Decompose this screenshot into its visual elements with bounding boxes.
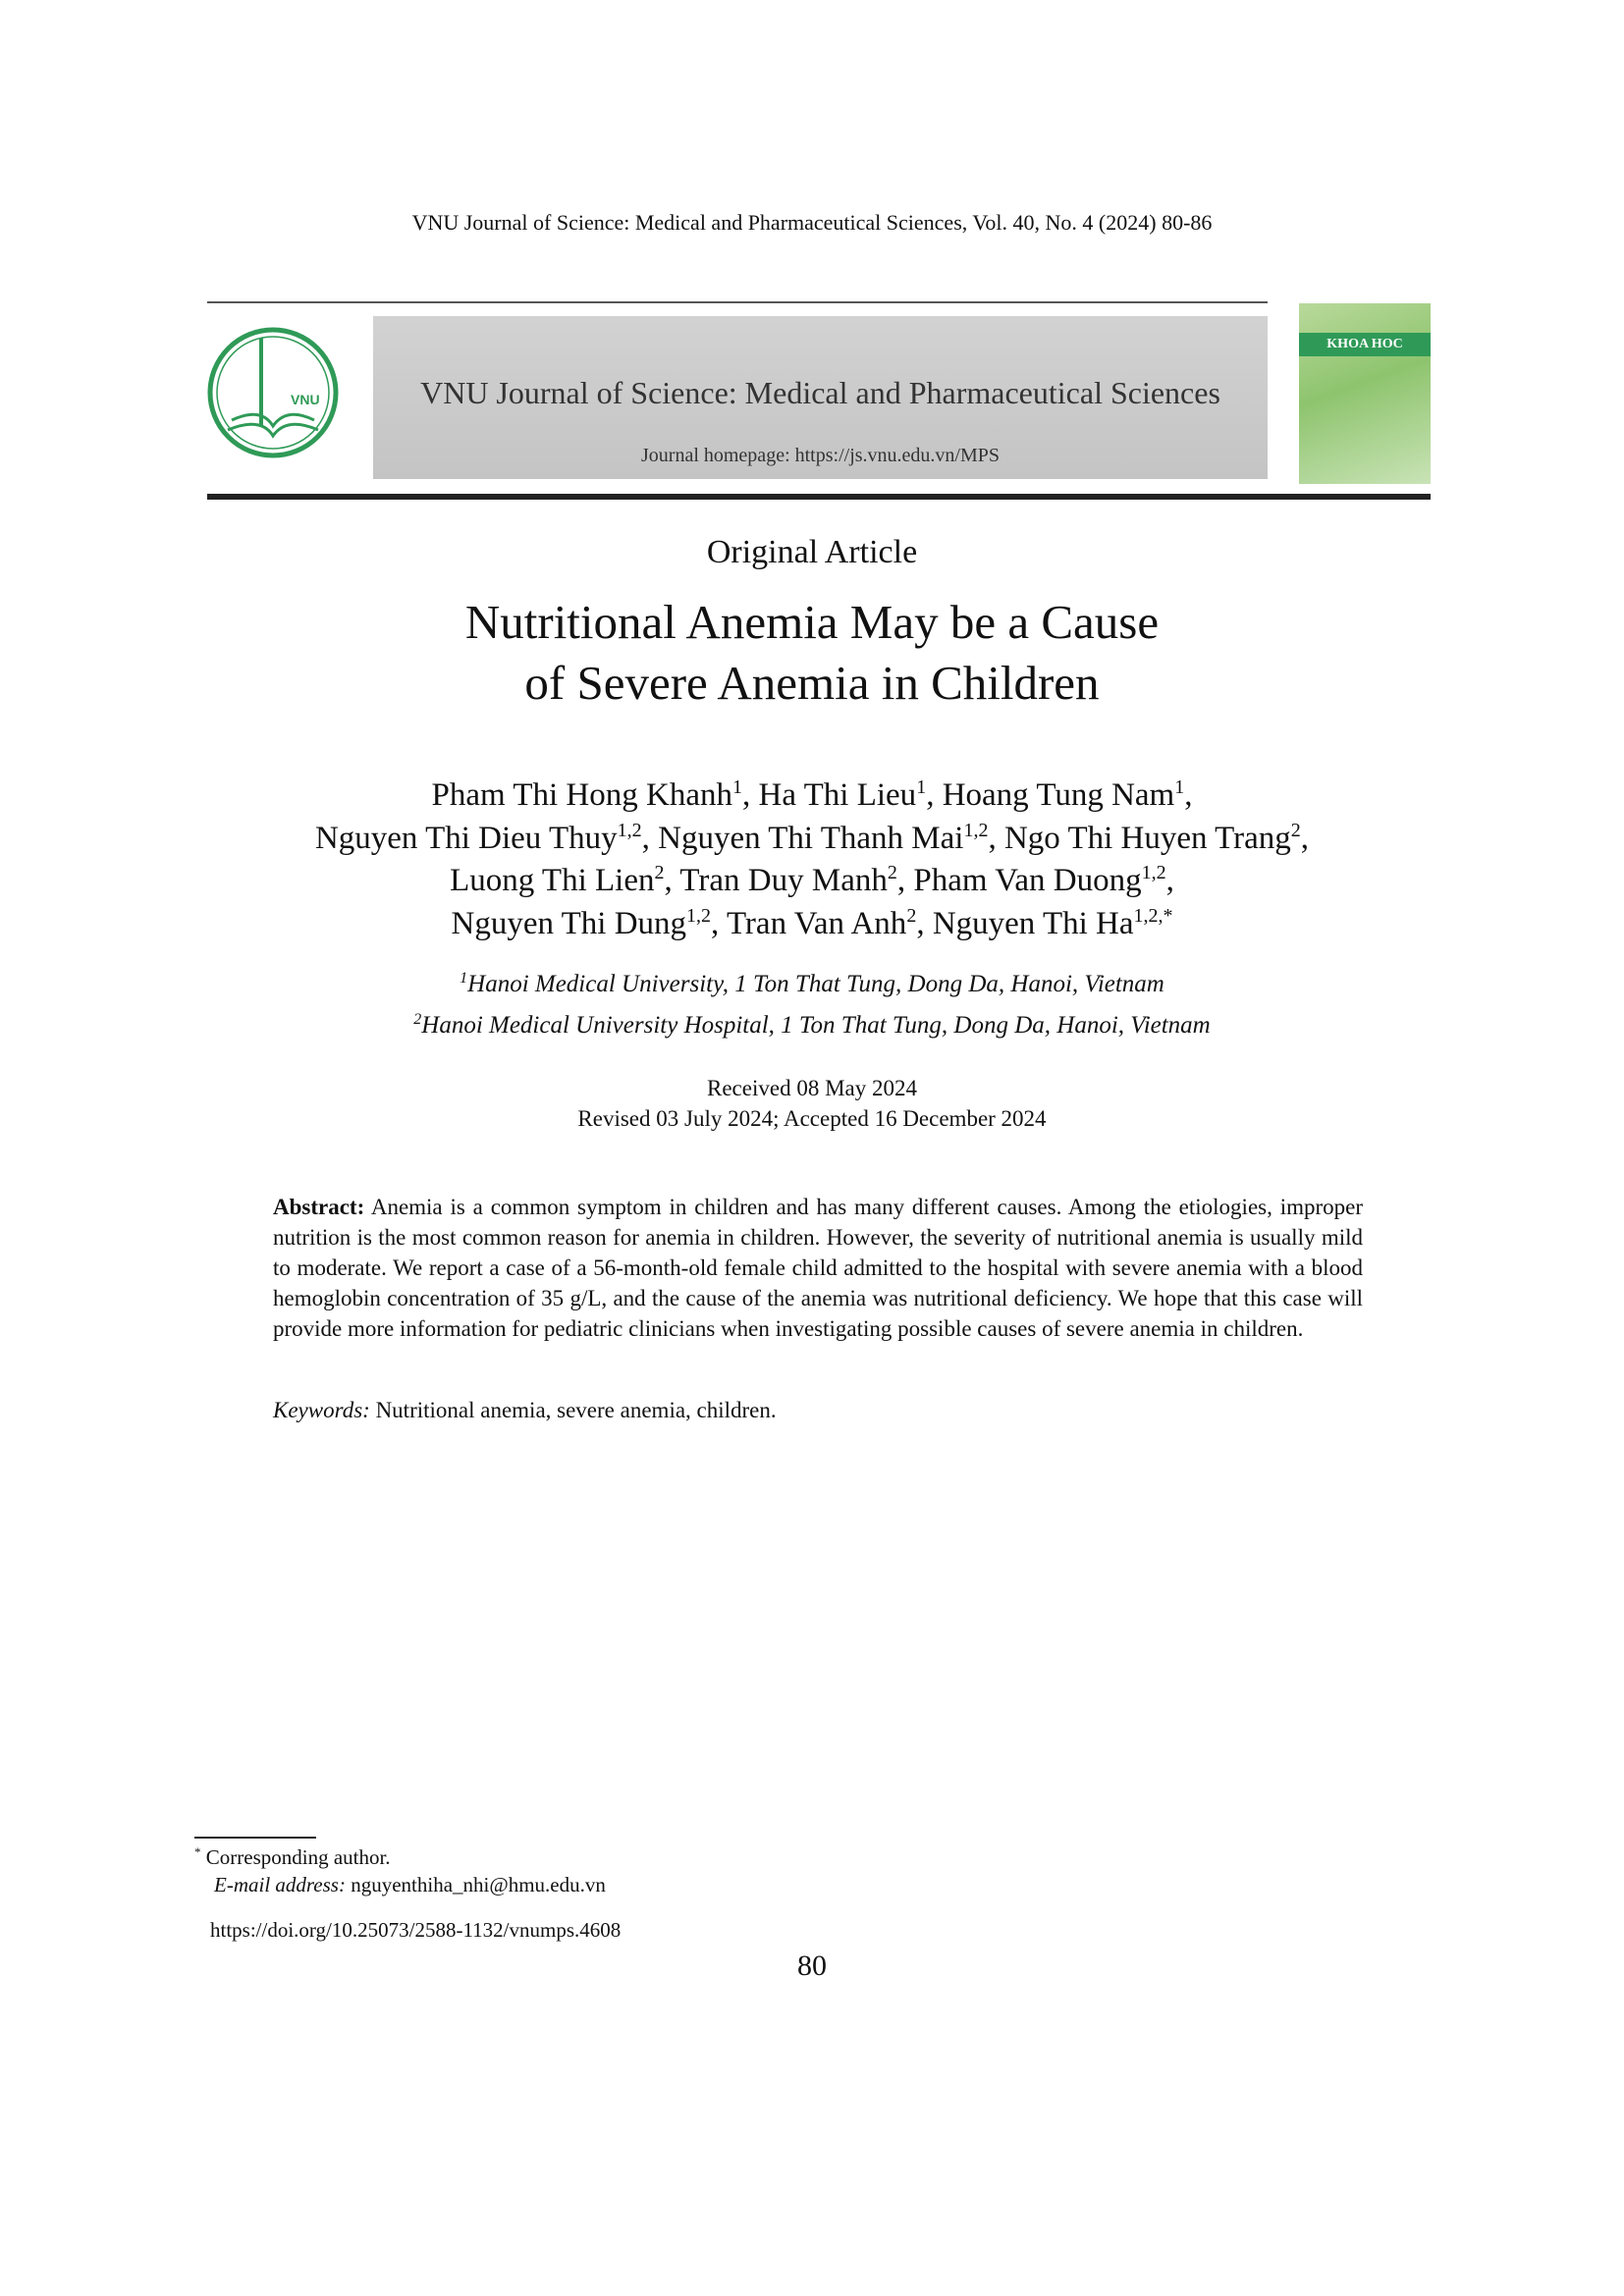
journal-banner: [373, 316, 1268, 479]
author-name: Hoang Tung Nam: [942, 777, 1175, 813]
author-name: Nguyen Thi Dieu Thuy: [314, 821, 618, 856]
author-name: Tran Van Anh: [726, 906, 907, 941]
author-name: Luong Thi Lien: [450, 863, 655, 898]
author-affiliation: 1,2: [1141, 862, 1166, 883]
affiliation-number: 1: [460, 970, 468, 987]
author-name: Ngo Thi Huyen Trang: [1003, 821, 1291, 856]
author-affiliation: 1: [732, 776, 742, 798]
author-separator: ,: [1300, 821, 1310, 856]
header-bottom-rule: [207, 494, 1431, 500]
author-affiliation: 2: [887, 862, 897, 883]
author-name: Nguyen Thi Dung: [451, 906, 687, 941]
author-line: [0, 777, 1624, 814]
abstract-text: Anemia is a common symptom in children and has many different causes. Among the etiologies, improper nutrition is the most common reason for anemia in children. However, the severity of nutritional anemia is usually mild to moderate. We report a case of a 56-month-old female child admitted to the hospital with severe anemia with a blood hemoglobin concentration of 35 g/L, and the cause of the anemia was nutritional deficiency. We hope that this case will provide more information for pediatric clinicians when investigating possible causes of severe anemia in children.: [273, 1195, 1363, 1341]
footnote-mark: *: [194, 1844, 201, 1859]
author-name: Nguyen Thi Ha: [932, 906, 1134, 941]
author-affiliation: 2: [654, 862, 665, 883]
article-title-line-2: of Severe Anemia in Children: [524, 656, 1100, 710]
running-head: VNU Journal of Science: Medical and Pharmaceutical Sciences, Vol. 40, No. 4 (2024) 80-86: [411, 210, 1213, 235]
author-line: [0, 906, 1624, 942]
author-separator: ,: [1165, 863, 1174, 898]
keywords-label: Keywords:: [273, 1398, 370, 1422]
email-label: E-mail address:: [214, 1873, 346, 1896]
author-line: [0, 821, 1624, 857]
author-affiliation: 2: [906, 905, 917, 927]
affiliation-text: Hanoi Medical University Hospital, 1 Ton That Tung, Dong Da, Hanoi, Vietnam: [421, 1012, 1211, 1039]
author-line: [0, 863, 1624, 899]
vnu-logo-icon: [204, 324, 342, 461]
author-separator: ,: [1184, 777, 1193, 813]
revised-accepted-dates: Revised 03 July 2024; Accepted 16 December 2024: [577, 1106, 1047, 1131]
article-type: Original Article: [706, 534, 918, 570]
page-number: 80: [797, 1949, 827, 1982]
affiliation-text: Hanoi Medical University, 1 Ton That Tung, Dong Da, Hanoi, Vietnam: [467, 971, 1164, 997]
affiliation-number: 2: [413, 1011, 422, 1028]
author-affiliation: 1,2: [686, 905, 712, 927]
abstract: [273, 1192, 1363, 1344]
author-separator: ,: [641, 821, 659, 856]
keywords-text: Nutritional anemia, severe anemia, children.: [375, 1398, 777, 1422]
corresponding-author-label: Corresponding author.: [205, 1845, 391, 1869]
author-affiliation: 1,2,*: [1133, 905, 1173, 927]
cover-title: KHOA HOC: [1299, 333, 1431, 356]
author-affiliation: 1,2: [617, 820, 642, 841]
author-affiliation: 2: [1290, 820, 1301, 841]
author-name: Tran Duy Manh: [679, 863, 888, 898]
received-date: Received 08 May 2024: [707, 1076, 917, 1100]
author-separator: ,: [711, 906, 727, 941]
author-name: Nguyen Thi Thanh Mai: [658, 821, 964, 856]
doi-link: https://doi.org/10.25073/2588-1132/vnumps.4608: [210, 1918, 622, 1942]
header-top-rule: [207, 301, 1268, 303]
affiliation: [0, 1012, 1624, 1040]
email-note: [214, 1873, 606, 1897]
author-name: Ha Thi Lieu: [758, 777, 917, 813]
article-title-line-1: Nutritional Anemia May be a Cause: [464, 595, 1160, 649]
author-separator: ,: [664, 863, 680, 898]
footnote-rule: [194, 1837, 316, 1839]
journal-cover-thumbnail: [1299, 303, 1431, 484]
author-separator: ,: [916, 906, 933, 941]
banner-title: VNU Journal of Science: Medical and Pharmaceutical Sciences: [420, 375, 1220, 410]
author-name: Pham Van Duong: [913, 863, 1142, 898]
author-separator: ,: [988, 821, 1004, 856]
author-affiliation: 1: [1174, 776, 1185, 798]
author-separator: ,: [742, 777, 759, 813]
author-name: Pham Thi Hong Khanh: [431, 777, 732, 813]
abstract-label: Abstract:: [273, 1195, 365, 1219]
corresponding-author-note: [194, 1845, 391, 1870]
author-separator: ,: [896, 863, 914, 898]
author-separator: ,: [926, 777, 943, 813]
banner-homepage: Journal homepage: https://js.vnu.edu.vn/MPS: [641, 445, 1000, 466]
logo-text: VNU: [291, 392, 320, 407]
author-affiliation: 1,2: [963, 820, 989, 841]
author-affiliation: 1: [916, 776, 927, 798]
affiliation: [0, 971, 1624, 998]
keywords: [273, 1398, 1363, 1423]
email-address: nguyenthiha_nhi@hmu.edu.vn: [351, 1873, 606, 1896]
